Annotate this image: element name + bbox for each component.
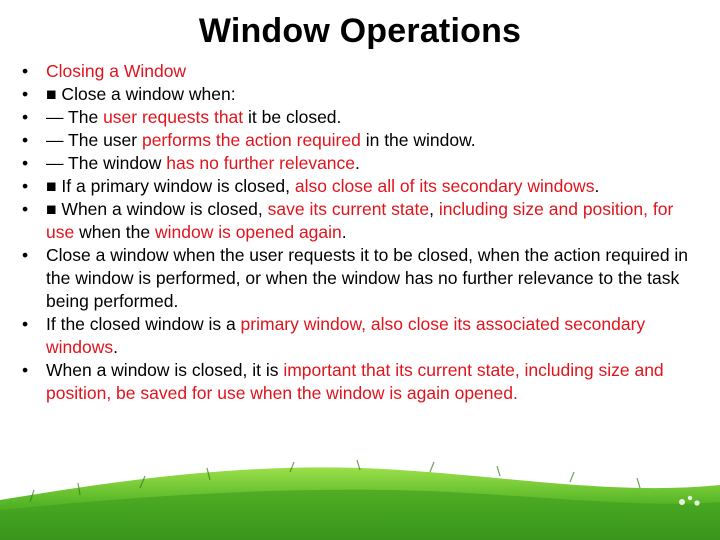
slide-title: Window Operations: [198, 12, 522, 50]
bullet-item: [18, 313, 698, 359]
highlighted-text: also close all of its secondary windows: [294, 176, 595, 196]
bullet-list: [18, 60, 698, 405]
highlighted-text: important that its current state, including size and position, be saved for use when the window is again opened.: [46, 360, 664, 403]
highlighted-text: user requests that: [103, 107, 244, 127]
bullet-text: — The: [46, 107, 104, 127]
highlighted-text: has no further relevance: [166, 153, 356, 173]
bullet-text: Close a window when the user requests it to be closed, when the action required in the window is performed, or when the window has no further relevance to the task being performed.: [46, 245, 689, 311]
bullet-item: [18, 359, 698, 405]
bullet-text: If the closed window is a: [46, 314, 241, 334]
bullet-text: when the: [74, 222, 155, 242]
highlighted-text: Closing a Window: [46, 61, 187, 81]
highlighted-text: including size and position, for use: [46, 199, 674, 242]
bullet-text: ■ If a primary window is closed,: [46, 176, 295, 196]
bullet-text: .: [341, 222, 347, 242]
bullet-item: [18, 152, 698, 175]
bullet-item: [18, 83, 698, 106]
bullet-item: [18, 60, 698, 83]
bullet-text: ,: [429, 199, 439, 219]
bullet-text: ■ When a window is closed,: [46, 199, 268, 219]
highlighted-text: save its current state: [267, 199, 430, 219]
bullet-item: [18, 106, 698, 129]
highlighted-text: performs the action required: [141, 130, 361, 150]
bullet-text: .: [594, 176, 600, 196]
bullet-item: [18, 129, 698, 152]
grass-decoration: [0, 440, 720, 540]
bullet-text: ■ Close a window when:: [46, 84, 236, 104]
bullet-text: — The window: [46, 153, 167, 173]
bullet-text: When a window is closed, it is: [46, 360, 284, 380]
bullet-text: it be closed.: [243, 107, 342, 127]
bullet-text: in the window.: [360, 130, 476, 150]
bullet-item: [18, 244, 698, 313]
bullet-text: .: [355, 153, 360, 173]
bullet-text: .: [113, 337, 118, 357]
highlighted-text: primary window, also close its associated secondary windows: [46, 314, 646, 357]
bullet-item: [18, 175, 698, 198]
bullet-item: [18, 198, 698, 244]
bullet-text: — The user: [46, 130, 142, 150]
highlighted-text: window is opened again: [154, 222, 342, 242]
